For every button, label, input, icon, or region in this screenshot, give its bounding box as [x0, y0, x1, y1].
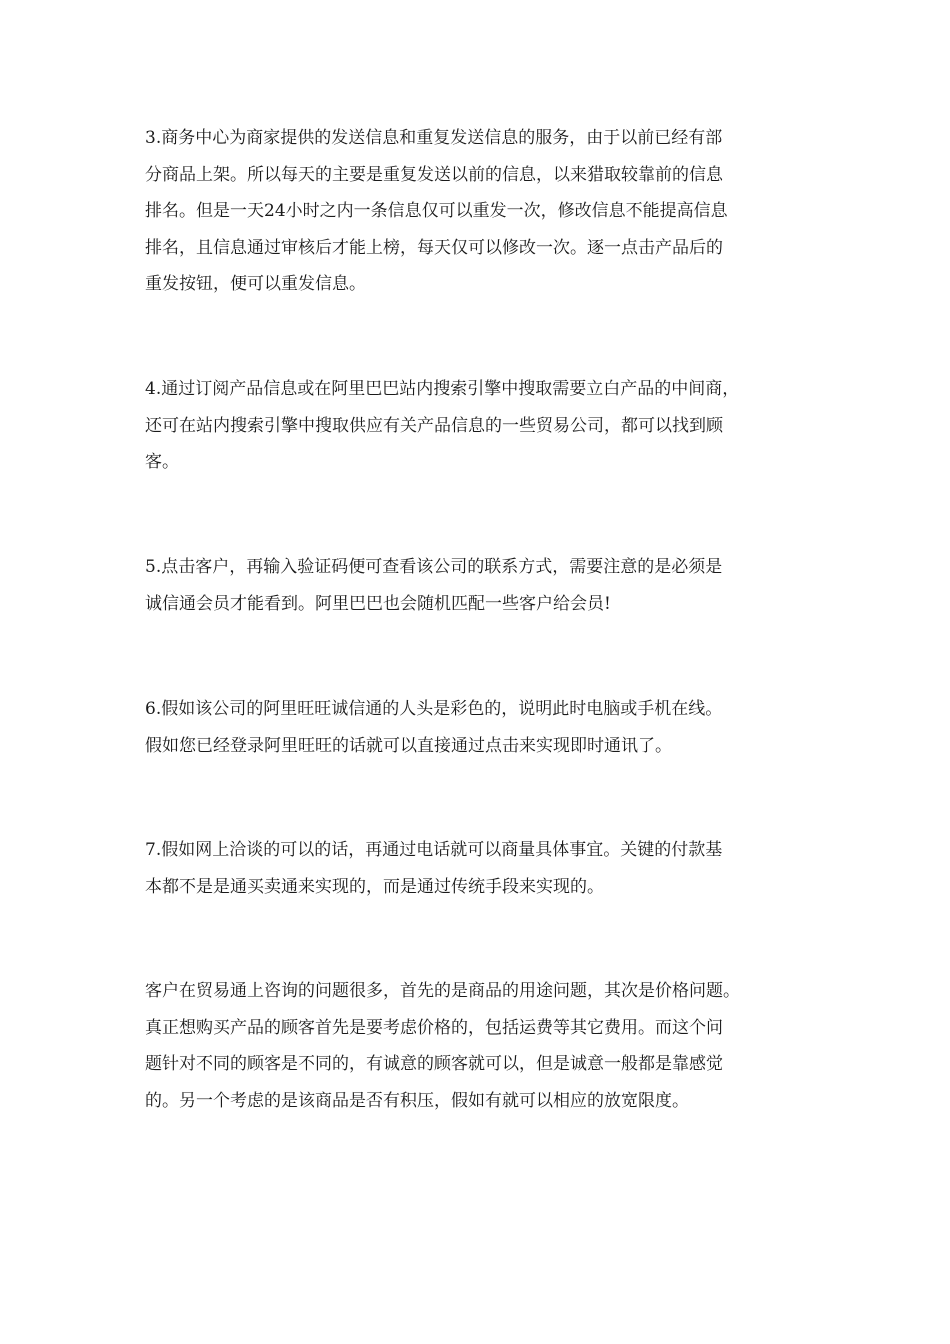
paragraph-line: 诚信通会员才能看到。阿里巴巴也会随机匹配一些客户给会员!	[145, 593, 611, 614]
paragraph-line: 分商品上架。所以每天的主要是重复发送以前的信息，以来猎取较靠前的信息	[145, 164, 723, 185]
paragraph-line: 6.假如该公司的阿里旺旺诚信通的人头是彩色的，说明此时电脑或手机在线。	[145, 699, 723, 719]
paragraph-line: 4.通过订阅产品信息或在阿里巴巴站内搜索引擎中搜取需要立白产品的中间商，	[145, 379, 740, 399]
paragraph-line: 的。另一个考虑的是该商品是否有积压，假如有就可以相应的放宽限度。	[145, 1090, 689, 1111]
paragraph-line: 排名，且信息通过审核后才能上榜，每天仅可以修改一次。逐一点击产品后的	[145, 237, 723, 258]
paragraph-4	[145, 371, 815, 481]
paragraph-line: 3.商务中心为商家提供的发送信息和重复发送信息的服务，由于以前已经有部	[145, 128, 723, 148]
paragraph-line: 5.点击客户，再输入验证码便可查看该公司的联系方式，需要注意的是必须是	[145, 557, 723, 577]
paragraph-line: 客。	[145, 452, 179, 472]
paragraph-line: 题针对不同的顾客是不同的，有诚意的顾客就可以，但是诚意一般都是靠感觉	[145, 1054, 723, 1074]
paragraph-7	[145, 832, 815, 905]
paragraph-line: 重发按钮，便可以重发信息。	[145, 274, 366, 294]
paragraph-line: 客户在贸易通上咨询的问题很多，首先的是商品的用途问题，其次是价格问题。	[145, 981, 740, 1001]
paragraph-5	[145, 549, 815, 622]
paragraph-line: 真正想购买产品的顾客首先是要考虑价格的，包括运费等其它费用。而这个问	[145, 1017, 723, 1038]
paragraph-line: 本都不是是通买卖通来实现的，而是通过传统手段来实现的。	[145, 876, 604, 897]
paragraph-3	[145, 120, 815, 303]
paragraph-line: 7.假如网上洽谈的可以的话，再通过电话就可以商量具体事宜。关键的付款基	[145, 840, 723, 860]
paragraph-6	[145, 691, 815, 764]
paragraph-line: 还可在站内搜索引擎中搜取供应有关产品信息的一些贸易公司，都可以找到顾	[145, 415, 723, 436]
paragraph-customer-questions	[145, 973, 815, 1119]
paragraph-line: 排名。但是一天24小时之内一条信息仅可以重发一次，修改信息不能提高信息	[145, 201, 728, 221]
paragraph-line: 假如您已经登录阿里旺旺的话就可以直接通过点击来实现即时通讯了。	[145, 735, 672, 756]
